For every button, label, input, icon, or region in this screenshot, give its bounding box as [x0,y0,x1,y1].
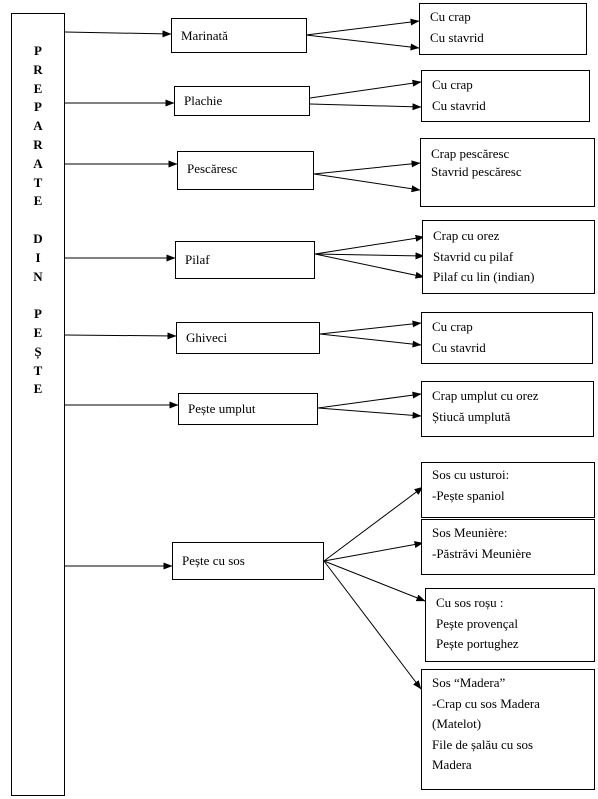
sauce-rosu [425,588,595,662]
category-label: Pilaf [185,252,210,267]
category-pescaresc [177,151,314,190]
main-title-letter: T [33,174,43,190]
arrow-pescaresc-2 [314,174,420,190]
category-label: Marinată [181,27,228,43]
main-title-letter: D [33,230,43,246]
result-item: Cu stavrid [432,339,486,355]
category-marinata [171,18,307,53]
main-title-letter: N [33,268,43,284]
result-item: Stavrid pescăresc [431,164,522,179]
result-item: Crap umplut cu orez [432,388,539,403]
main-title [12,42,64,399]
sauce-item: -Crap cu sos Madera [432,695,540,711]
main-title-letter: T [33,362,43,378]
arrow-ghiveci-2 [320,334,421,345]
arrow-main-to-ghiveci [65,335,176,336]
results-peste-umplut [421,381,594,437]
category-label: Pește umplut [188,401,256,416]
category-plachie [174,86,310,116]
result-item: Crap pescăresc [431,146,510,161]
main-title-letter: A [33,155,43,171]
sauce-item: Pește provençal [436,615,518,631]
arrow-pilaf-3 [315,254,424,277]
results-plachie [421,70,590,122]
category-peste-umplut [178,393,318,425]
sauce-item: Madera [432,757,472,772]
arrow-pilaf-2 [315,254,424,256]
category-label: Pește cu sos [182,553,245,568]
result-item: Cu stavrid [432,97,486,113]
result-item: Stavrid cu pilaf [433,248,514,264]
results-pescaresc [420,138,595,207]
arrow-plachie-2 [310,104,421,107]
result-item: Cu crap [430,9,471,24]
arrow-peste-umplut-2 [318,408,421,416]
result-item: Cu stavrid [430,29,484,45]
arrow-peste-umplut-1 [318,394,421,408]
main-title-letter: Ș [34,343,42,359]
main-title-box [11,13,65,796]
sauce-item: -Pește spaniol [432,487,505,503]
arrow-marinata-1 [306,21,419,35]
result-item: Cu crap [432,319,473,334]
result-item: Cu crap [432,77,473,92]
sauce-title: Sos “Madera” [432,675,506,690]
result-item: Crap cu orez [433,228,500,243]
category-label: Ghiveci [186,330,228,345]
results-ghiveci [421,312,593,364]
main-title-letter: R [33,136,43,152]
arrow-plachie-1 [310,82,421,98]
main-title-letter: E [33,80,43,96]
result-item: Pilaf cu lin (indian) [433,269,535,284]
main-title-letter: P [34,306,42,322]
arrow-main-to-marinata [65,32,171,34]
main-title-letter [12,286,64,305]
main-title-letter [12,211,64,230]
sauce-madera [421,669,595,790]
sauce-title: Cu sos roșu : [436,595,504,610]
category-label: Pescăresc [187,160,238,176]
main-title-letter: E [33,381,43,397]
result-item: Știucă umplută [432,408,511,424]
main-title-letter: A [33,118,43,134]
arrow-sos-1 [324,487,423,561]
category-ghiveci [176,322,320,354]
arrow-pilaf-1 [315,237,424,254]
results-marinata [419,3,587,55]
arrow-pescaresc-1 [314,163,420,174]
category-label: Plachie [184,93,223,108]
sauce-item: -Păstrăvi Meunière [432,545,532,561]
sauce-title: Sos Meunière: [432,525,508,540]
main-title-letter: I [35,249,41,265]
sauce-item: File de șalău cu sos [432,736,534,752]
category-peste-cu-sos [172,542,324,580]
arrow-sos-2 [324,543,423,561]
results-pilaf [422,220,595,294]
main-title-letter: E [33,324,43,340]
sauce-usturoi [421,462,595,518]
main-title-letter: E [33,193,43,209]
main-title-letter: R [33,61,43,77]
main-title-letter: P [34,99,42,115]
sauce-meuniere [421,519,595,575]
sauce-item: (Matelot) [432,716,482,731]
sauce-title: Sos cu usturoi: [432,467,510,482]
main-title-letter: P [34,43,42,58]
arrow-ghiveci-1 [320,323,421,334]
sauce-item: Pește portughez [436,636,519,651]
category-pilaf [175,241,315,279]
arrow-marinata-2 [306,35,419,48]
